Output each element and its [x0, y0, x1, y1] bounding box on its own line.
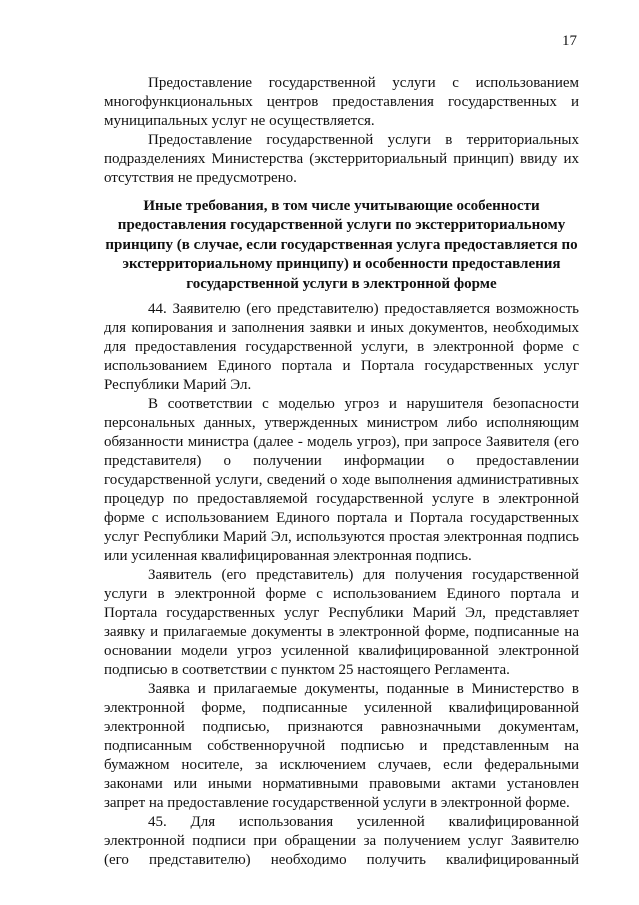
paragraph-mfc-services: Предоставление государственной услуги с использованием многофункциональных центров предоставления государственных и муниципальных услуг не осуществляется. [104, 75, 579, 129]
main-section [104, 300, 579, 870]
paragraph-threat-model: В соответствии с моделью угроз и нарушителя безопасности персональных данных, утвержденных министром либо исполняющим обязанности министра (далее - модель угроз), при запросе Заявителя (его представителя) о получении информации о предоставлении государственной услуги, сведений о ходе выполнения административных процедур по предоставляемой государственной услуге в электронной форме с использованием Единого портала и Портала государственных услуг Республики Марий Эл, используются простая электронная подпись или усиленная квалифицированная электронная подпись. [104, 396, 579, 564]
paragraph-applicant-submission: Заявитель (его представитель) для получения государственной услуги в электронной форме с использованием Единого портала и Портала государственных услуг Республики Марий Эл, представляет заявку и прилагаемые документы в электронной форме, подписанные на основании модели угроз усиленной квалифицированной электронной подписью в соответствии с пунктом 25 настоящего Регламента. [104, 567, 579, 678]
paragraph-equivalence: Заявка и прилагаемые документы, поданные в Министерство в электронной форме, подписанные усиленной квалифицированной электронной подписью, признаются равнозначными документам, подписанным собственноручной подписью и представленным на бумажном носителе, за исключением случаев, если федеральными законами или иными нормативными правовыми актами установлен запрет на предоставление государственной услуги в электронной форме. [104, 681, 579, 811]
intro-section [104, 74, 579, 188]
page-number: 17 [562, 33, 577, 49]
paragraph-45: 45. Для использования усиленной квалифицированной электронной подписи при обращении за получением услуг Заявителю (его представителю) необходимо получить квалифицированный [104, 814, 579, 868]
paragraph-extraterritorial: Предоставление государственной услуги в территориальных подразделениях Министерства (экстерриториальный принцип) ввиду их отсутствия не предусмотрено. [104, 132, 579, 186]
section-heading: Иные требования, в том числе учитывающие особенности предоставления государственной услуги по экстерриториальному принципу (в случае, если государственная услуга предоставляется по экстерриториальному принципу) и особенности предоставления государственной услуги в электронной форме [105, 198, 578, 292]
paragraph-44: 44. Заявителю (его представителю) предоставляется возможность для копирования и заполнения заявки и иных документов, необходимых для предоставления государственной услуги, в электронной форме с использованием Единого портала и Портала государственных услуг Республики Марий Эл. [104, 301, 579, 393]
